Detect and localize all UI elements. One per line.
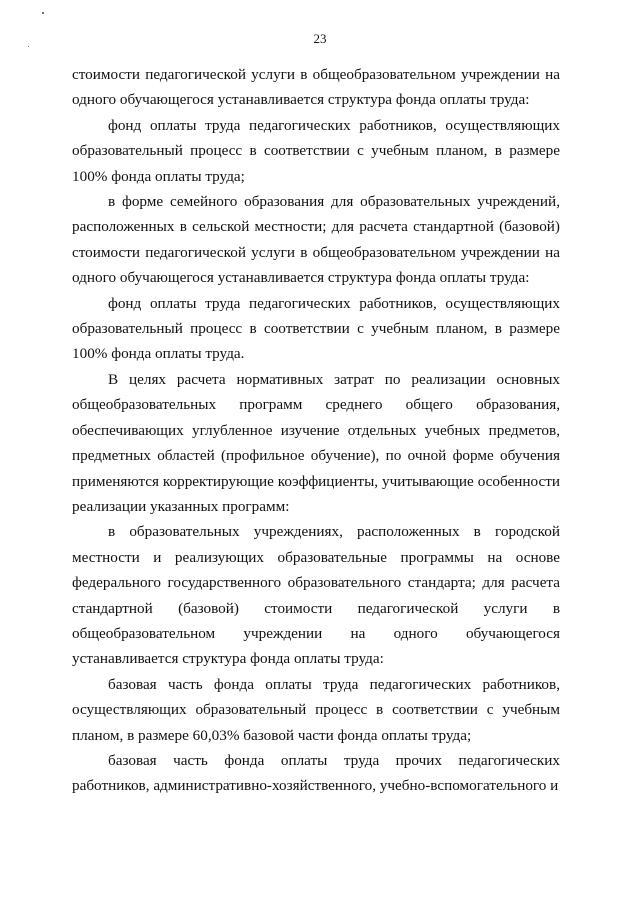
page-number: 23 (313, 31, 327, 46)
paragraph: базовая часть фонда оплаты труда прочих педагогических работников, административно-хозяйственного, учебно-вспомогательного и (72, 751, 560, 795)
scan-speck (42, 12, 44, 14)
paragraph: фонд оплаты труда педагогических работников, осуществляющих образовательный процесс в соответствии с учебным планом, в размере 100% фонда оплаты труда; (72, 116, 560, 185)
paragraph: В целях расчета нормативных затрат по реализации основных общеобразовательных программ среднего общего образования, обеспечивающих углубленное изучение отдельных учебных предметов, предметных областей (профильное обучение), по очной форме обучения применяются корректирующие коэффициенты, учитывающие особенности реализации указанных программ: (72, 370, 560, 515)
paragraph-continuation: стоимости педагогической услуги в общеобразовательном учреждении на одного обучающегося устанавливается структура фонда оплаты труда: (72, 66, 560, 109)
paragraph: в форме семейного образования для образовательных учреждений, расположенных в сельской местности; для расчета стандартной (базовой) стоимости педагогической услуги в общеобразовательном учреждении на одного обучающегося устанавливается структура фонда оплаты труда: (72, 193, 560, 287)
document-body (72, 62, 560, 799)
paragraph: базовая часть фонда оплаты труда педагогических работников, осуществляющих образовательный процесс в соответствии с учебным планом, в размере 60,03% базовой части фонда оплаты труда; (72, 675, 560, 744)
paragraph: фонд оплаты труда педагогических работников, осуществляющих образовательный процесс в соответствии с учебным планом, в размере 100% фонда оплаты труда. (72, 294, 560, 363)
paragraph: в образовательных учреждениях, расположенных в городской местности и реализующих образовательные программы на основе федерального государственного образовательного стандарта; для расчета стандартной (базовой) стоимости педагогической услуги в общеобразовательном учреждении на одного обучающегося устанавливается структура фонда оплаты труда: (72, 523, 560, 668)
